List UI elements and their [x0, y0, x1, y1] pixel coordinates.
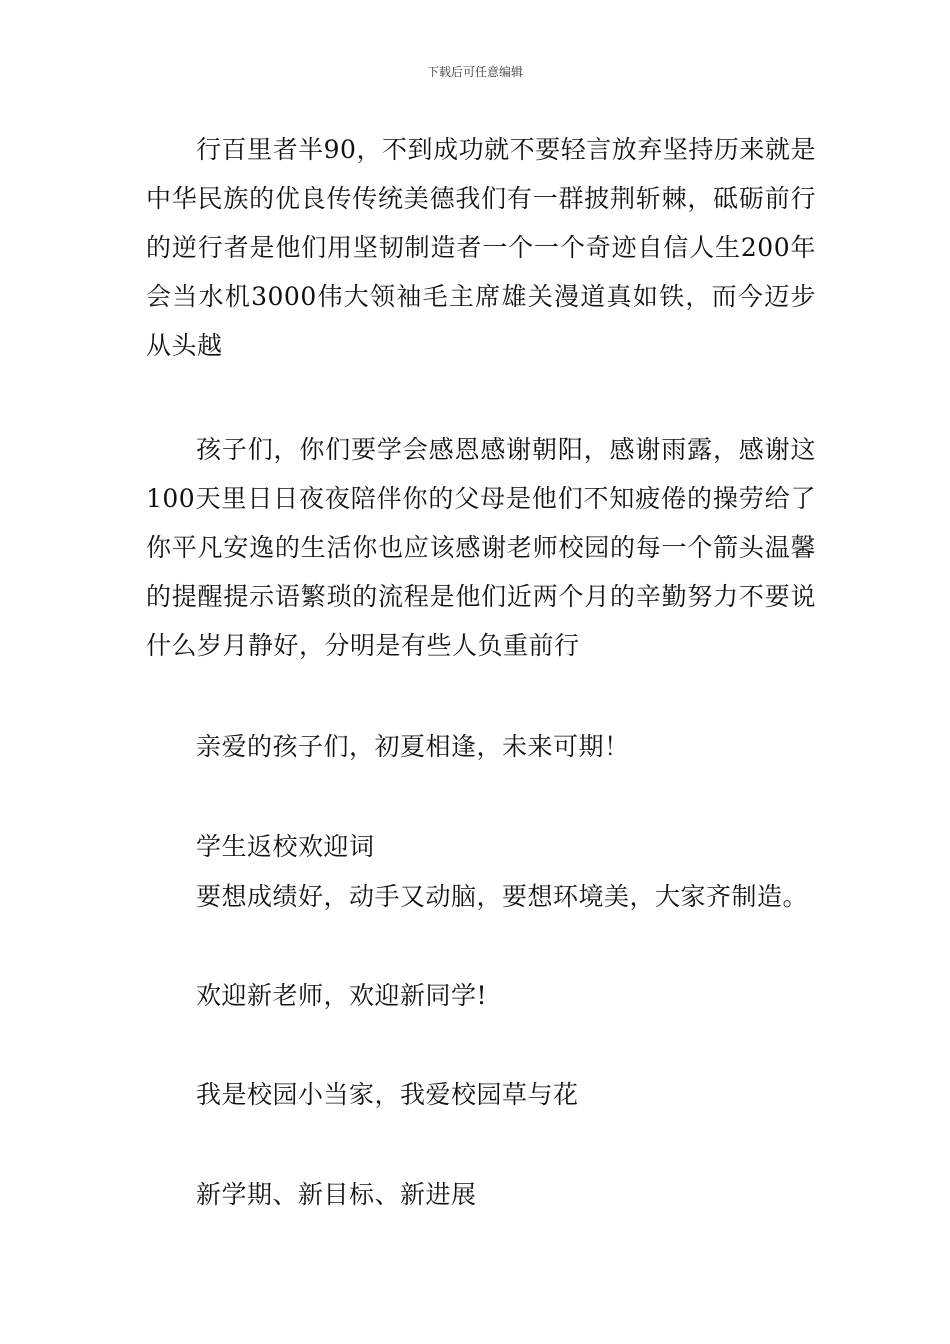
- section-title: 学生返校欢迎词: [196, 832, 375, 861]
- slogan-line: 要想成绩好，动手又动脑，要想环境美，大家齐制造。: [196, 882, 809, 911]
- page-header: 下载后可任意编辑: [426, 65, 523, 79]
- slogan-line: 新学期、新目标、新进展: [196, 1180, 477, 1209]
- paragraph-perseverance: 行百里者半90，不到成功就不要轻言放弃坚持历来就是中华民族的优良传传统美德我们有一群披荆斩棘，砥砺前行的逆行者是他们用坚韧制造者一个一个奇迹自信人生200年会当水机3000伟大领袖毛主席雄关漫道真如铁，而今迈步从头越: [146, 135, 816, 360]
- slogan-line: 欢迎新老师，欢迎新同学!: [196, 981, 488, 1010]
- line-greeting: 亲爱的孩子们，初夏相逢，未来可期！: [196, 732, 630, 761]
- paragraph-gratitude: 孩子们，你们要学会感恩感谢朝阳，感谢雨露，感谢这100天里日日夜夜陪伴你的父母是他们不知疲倦的操劳给了你平凡安逸的生活你也应该感谢老师校园的每一个箭头温馨的提醒提示语繁琐的流程是他们近两个月的辛勤努力不要说什么岁月静好，分明是有些人负重前行: [146, 435, 816, 660]
- slogan-line: 我是校园小当家，我爱校园草与花: [196, 1080, 579, 1109]
